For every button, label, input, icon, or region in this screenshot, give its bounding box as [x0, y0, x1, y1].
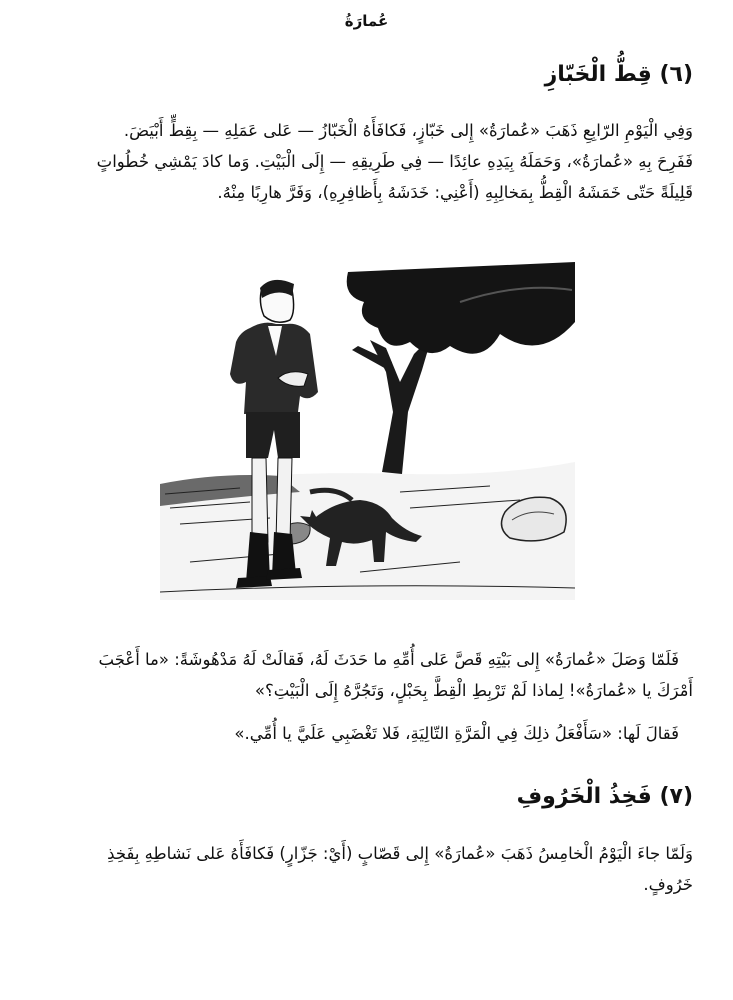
paragraph-line: أَمْرَكَ يا «عُمارَةُ»! لِماذا لَمْ تَرْبِطِ الْقِطَّ بِحَبْلٍ، وَتَجُرَّهُ إِلَى الْبَيْتِ؟»: [254, 681, 693, 700]
section-6-paragraph-2: [38, 644, 693, 706]
paragraph-line: فَلَمّا وَصَلَ «عُمارَةُ» إِلى بَيْتِهِ قَصَّ عَلى أُمِّهِ ما حَدَثَ لَهُ، فَقالَتْ لَهُ مَدْهُوشَةً: «ما أَعْجَبَ: [98, 650, 679, 669]
section-6-title: (٦) قِطُّ الْخَبّازِ: [544, 62, 693, 87]
paragraph-line: فَقالَ لَها: «سَأَفْعَلُ ذلِكَ فِي الْمَرَّةِ التّالِيَةِ، فَلا تَغْضَبِي عَلَيَّ يا أُمِّي.»: [234, 724, 679, 743]
paragraph-line: وَفِي الْيَوْمِ الرّابِعِ ذَهَبَ «عُمارَةُ» إِلى خَبّازٍ، فَكافَأَهُ الْخَبّازُ — عَلى عَمَلِهِ — بِقِطٍّ أَبْيَضَ.: [123, 121, 693, 140]
paragraph-line: وَلَمّا جاءَ الْيَوْمُ الْخامِسُ ذَهَبَ «عُمارَةُ» إِلى قَصّابٍ (أَيْ: جَزّارٍ) فَكافَأَهُ عَلى نَشاطِهِ بِفَخِذِ: [107, 844, 693, 863]
boy-and-cat-illustration: [160, 262, 575, 600]
section-6-paragraph-3: [38, 718, 693, 749]
paragraph-line: فَفَرِحَ بِهِ «عُمارَةُ»، وَحَمَلَهُ بِيَدِهِ عائِدًا — فِي طَرِيقِهِ — إِلَى الْبَيْتِ. وَما كادَ يَمْشِي خُطُواتٍ: [96, 152, 693, 171]
section-7-paragraph-1: [38, 838, 693, 900]
section-6-paragraph-1: [38, 115, 693, 208]
paragraph-line: قَلِيلَةً حَتّى خَمَشَهُ الْقِطُّ بِمَخالِبِهِ (أَعْنِي: خَدَشَهُ بِأَظافِرِهِ)، وَفَرَّ هارِبًا مِنْهُ.: [217, 183, 693, 202]
section-7-title: (٧) فَخِذُ الْخَرُوفِ: [516, 784, 693, 809]
running-header: عُمارَةُ: [344, 12, 389, 30]
paragraph-line: خَرُوفٍ.: [643, 875, 693, 894]
